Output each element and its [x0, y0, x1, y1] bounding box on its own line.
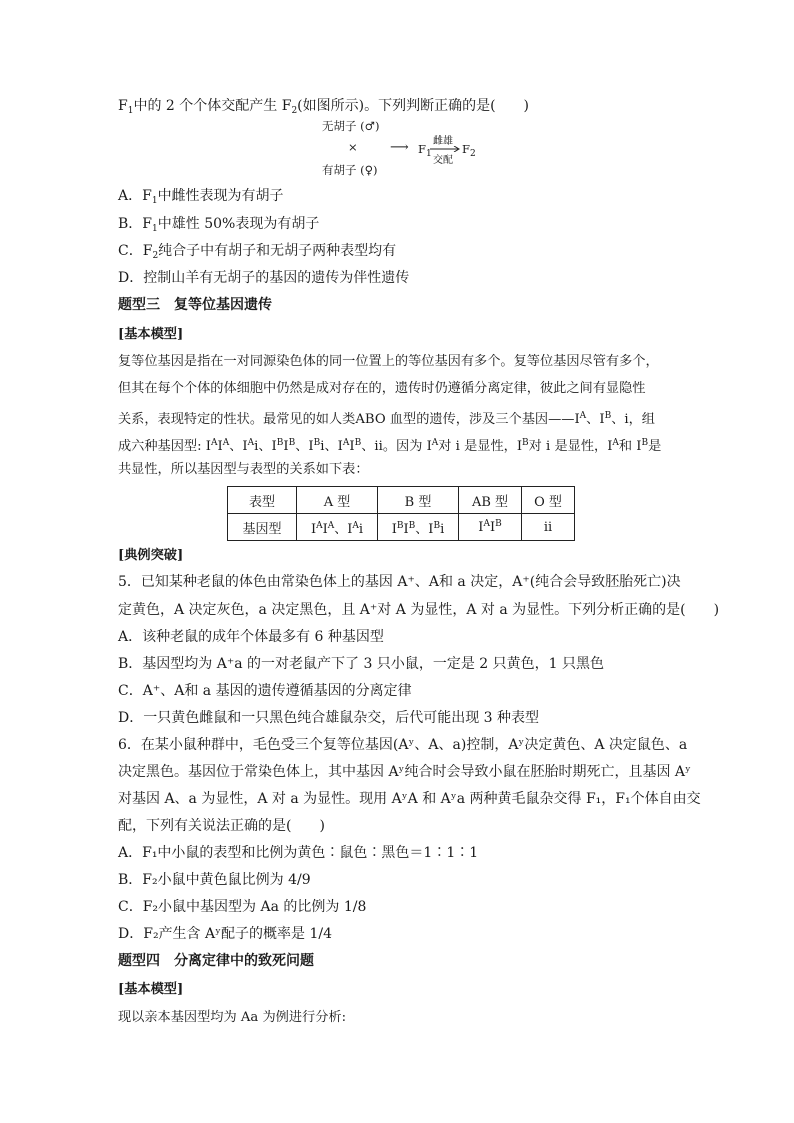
operation-bottom-label: 交配: [433, 155, 453, 166]
section3-paragraph-line-1: 复等位基因是指在一对同源染色体的同一位置上的等位基因有多个。复等位基因尽管有多个，: [118, 354, 659, 369]
male-parent-label: 无胡子 (♂): [322, 119, 380, 133]
q5-option-d: D．一只黄色雌鼠和一只黑色纯合雄鼠杂交，后代可能出现 3 种表型: [118, 710, 540, 726]
f1-label: $F_1$: [418, 142, 432, 159]
table-header-cell: AB 型: [459, 487, 522, 514]
q5-option-b: B．基因型均为 A⁺a 的一对老鼠产下了 3 只小鼠，一定是 2 只黄色，1 只黑色: [118, 656, 605, 672]
question-intro: $F_1$中的 2 个个体交配产生 $F_2$(如图所示)。下列判断正确的是( ): [118, 98, 530, 116]
section4-basic-model-heading: [基本模型]: [118, 982, 184, 997]
q4-option-b: B．$F_1$中雄性 50%表现为有胡子: [118, 216, 320, 234]
cross-symbol: ×: [348, 140, 358, 154]
q6-stem-line-4: 配，下列有关说法正确的是( ): [118, 818, 325, 834]
female-parent-label: 有胡子 (♀): [322, 163, 378, 177]
cross-diagram: [320, 118, 490, 180]
section3-paragraph-line-4: 成六种基因型: $I^AI^A$、$I^Ai$、$I^BI^B$、$I^Bi$、$I^AI^B$、ii。因为 $I^A$对 i 是显性，$I^B$对 i 是显性，$I^A$和 $I^B$是: [118, 438, 662, 454]
table-row-label: 基因型: [228, 514, 297, 541]
section4-paragraph-line-1: 现以亲本基因型均为 Aa 为例进行分析:: [118, 1010, 347, 1025]
table-cell-genotype-a: $I^AI^A$、$I^Ai$: [297, 514, 378, 541]
section3-title: 题型三 复等位基因遗传: [118, 297, 272, 313]
q6-stem-line-1: 6．在某小鼠种群中，毛色受三个复等位基因(Aʸ、A、a)控制，Aʸ决定黄色、A 决定鼠色、a: [118, 737, 688, 753]
table-cell-genotype-o: ii: [522, 514, 575, 541]
table-header-cell: A 型: [297, 487, 378, 514]
q6-option-d: D．F₂产生含 Aʸ配子的概率是 1/4: [118, 926, 333, 942]
table-row: [228, 487, 575, 514]
table-header-cell: O 型: [522, 487, 575, 514]
section3-paragraph-line-2: 但其在每个个体的体细胞中仍然是成对存在的，遗传时仍遵循分离定律，彼此之间有显隐性: [118, 381, 646, 396]
q6-option-a: A．F₁中小鼠的表型和比例为黄色∶鼠色∶黑色＝1∶1∶1: [118, 845, 479, 861]
q5-stem-line-1: 5．已知某种老鼠的体色由常染色体上的基因 A⁺、A和 a 决定，A⁺(纯合会导致胚胎死亡)决: [118, 574, 681, 590]
q4-option-a: A．$F_1$中雌性表现为有胡子: [118, 188, 284, 206]
q6-stem-line-2: 决定黑色。基因位于常染色体上，其中基因 Aʸ纯合时会导致小鼠在胚胎时期死亡，且基因 Aʸ: [118, 764, 691, 780]
q6-stem-line-3: 对基因 A、a 为显性，A 对 a 为显性。现用 AʸA 和 Aʸa 两种黄毛鼠杂交得 F₁，F₁个体自由交: [118, 791, 701, 807]
operation-top-label: 雌雄: [433, 136, 453, 147]
table-header-cell: B 型: [378, 487, 459, 514]
q5-option-a: A．该种老鼠的成年个体最多有 6 种基因型: [118, 629, 384, 645]
f2-label: $F_2$: [462, 142, 476, 159]
q4-option-d: D．控制山羊有无胡子的基因的遗传为伴性遗传: [118, 270, 410, 286]
table-header-cell: 表型: [228, 487, 297, 514]
arrow-icon: ⟶: [390, 140, 409, 155]
table-cell-genotype-ab: $I^AI^B$: [459, 514, 522, 541]
q6-option-b: B．F₂小鼠中黄色鼠比例为 4/9: [118, 872, 311, 888]
section4-title: 题型四 分离定律中的致死问题: [118, 953, 314, 969]
section3-typical-heading: [典例突破]: [118, 548, 184, 563]
section3-paragraph-line-5: 共显性，所以基因型与表型的关系如下表：: [118, 462, 369, 477]
table-row: [228, 514, 575, 541]
q5-stem-line-2: 定黄色，A 决定灰色，a 决定黑色，且 A⁺对 A 为显性，A 对 a 为显性。下列分析正确的是( ): [118, 602, 720, 618]
table-cell-genotype-b: $I^BI^B$、$I^Bi$: [378, 514, 459, 541]
section3-paragraph-line-3: 关系，表现特定的性状。最常见的如人类ABO 血型的遗传，涉及三个基因$——I^A$、$I^B$、i，组: [118, 411, 655, 427]
section3-basic-model-heading: [基本模型]: [118, 327, 184, 342]
q4-option-c: C．$F_2$纯合子中有胡子和无胡子两种表型均有: [118, 243, 397, 261]
q6-option-c: C．F₂小鼠中基因型为 Aa 的比例为 1/8: [118, 899, 367, 915]
q5-option-c: C．A⁺、A和 a 基因的遗传遵循基因的分离定律: [118, 683, 412, 699]
blood-type-table: [227, 486, 575, 541]
